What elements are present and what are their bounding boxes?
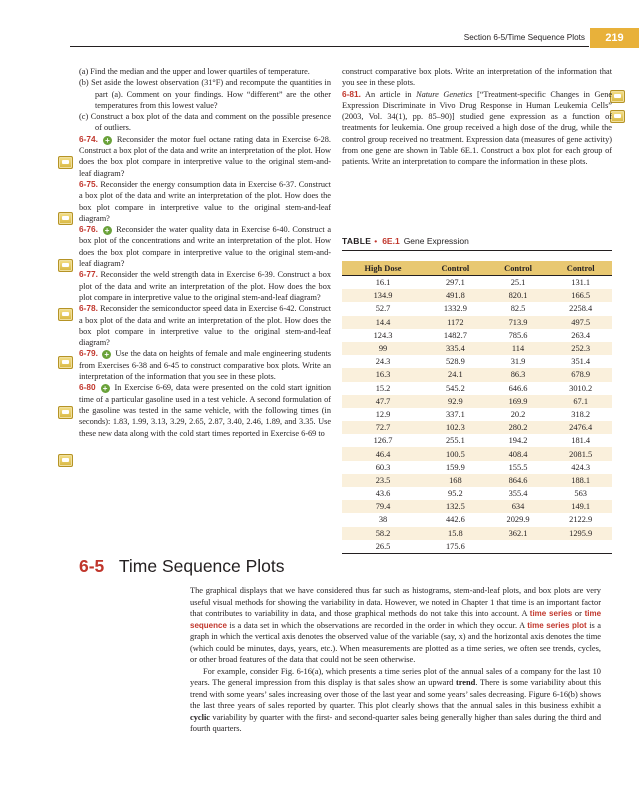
exercise-text: [“Treatment-specific Changes in Gene Expression Discriminate in Vivo Drug Response in Human Leukemia Cells” (2003, Vol. 34(1), pp. 85–90)] studied gene expression as a function of treatments for leukemia. One group received a high dose of the drug, while the control group received no treatment. Expression data (measures of gene activity) from one gene are shown in Table 6E.1. Construct a box plot for each group of patients. Write an interpretation to compare the information in these plots.	[342, 89, 613, 167]
gene-expression-table-block	[342, 233, 612, 554]
exercise-6-76	[79, 224, 331, 269]
table-cell: 132.5	[424, 500, 487, 513]
exercise-number: 6-74.	[79, 133, 98, 144]
text-run: or	[574, 609, 582, 618]
table-cell: 82.5	[510, 304, 526, 314]
exercise-6-77	[79, 269, 331, 303]
exercise-6-74	[79, 134, 331, 179]
table-cell: 16.1	[375, 278, 391, 288]
table-bottom-rule	[342, 553, 612, 554]
table-header-row	[342, 261, 612, 276]
table-cell: 646.6	[508, 383, 528, 393]
table-label: TABLE	[342, 236, 372, 246]
table-cell: 181.4	[571, 436, 591, 446]
exercise-text: Reconsider the energy consumption data in Exercise 6-37. Construct a box plot of the data and write an interpretation of the plot. How does the box plot compare in interpretive value to the original stem-and-leaf diagram?	[79, 179, 331, 223]
table-cell: 58.2	[342, 527, 424, 540]
table-cell: 424.3	[571, 462, 591, 472]
table-cell: 155.5	[508, 462, 528, 472]
table-cell: 252.3	[549, 342, 612, 355]
table-cell: 15.8	[424, 527, 487, 540]
table-cell: 46.4	[342, 447, 424, 460]
exercise-number: 6-75.	[79, 178, 98, 189]
caption-rule	[342, 250, 612, 251]
exercise-marker-icon	[58, 212, 73, 225]
table-cell: 318.2	[571, 409, 591, 419]
section-body	[190, 585, 601, 735]
exercise-part-c: (c) Construct a box plot of the data and comment on the possible presence of outliers.	[79, 112, 331, 133]
table-cell: 100.5	[424, 447, 487, 460]
table-cell: 38	[378, 515, 388, 525]
table-row	[342, 382, 612, 395]
exercise-number: 6-81.	[342, 88, 361, 99]
table-caption	[342, 233, 612, 249]
table-cell: 408.4	[487, 447, 550, 460]
table-cell: 79.4	[342, 500, 424, 513]
table-cell: 12.9	[375, 409, 391, 419]
exercise-part-a: (a) Find the median and the upper and lower quartiles of temperature.	[79, 67, 310, 76]
table-cell: 72.7	[342, 421, 424, 434]
table-row	[342, 434, 612, 447]
table-cell: 102.3	[424, 421, 487, 434]
table-row	[342, 500, 612, 513]
exercise-number: 6-77.	[79, 269, 98, 280]
exercise-6-78	[79, 303, 331, 348]
table-cell: 335.4	[424, 342, 487, 355]
exercise-number: 6-79.	[79, 348, 98, 359]
paragraph	[190, 666, 601, 735]
table-cell: 25.1	[510, 278, 526, 288]
table-cell: 355.4	[508, 489, 528, 499]
table-cell: 20.2	[510, 409, 526, 419]
table-row	[342, 487, 612, 500]
table-cell: 2476.4	[549, 421, 612, 434]
table-cell: 99	[342, 342, 424, 355]
table-cell: 168	[424, 474, 487, 487]
table-row	[342, 421, 612, 434]
table-cell: 337.1	[445, 409, 465, 419]
table-cell: 92.9	[424, 395, 487, 408]
exercise-6-79	[79, 348, 331, 382]
exercise-6-81	[342, 89, 612, 168]
left-column	[79, 66, 331, 439]
text-run: The graphical displays that we have considered thus far such as histograms, stem-and-leaf plots, and box plots are very useful visual methods for showing the variability in data. However, we noted in Chapter 1 that time is an important factor that contributes to variability in data, and those graphical methods do not take this into account. A	[190, 586, 601, 618]
table-row	[342, 342, 612, 355]
table-cell: 528.9	[445, 357, 465, 367]
exercise-text: Reconsider the motor fuel octane rating data in Exercise 6-28. Construct a box plot of the data and write an interpretation of the plot. How does the box plot compare in interpretive value to the original stem-and-leaf diagram?	[79, 134, 331, 178]
table-cell: 26.5	[375, 541, 391, 551]
exercise-text: In Exercise 6-69, data were presented on the cold start ignition time of a particular gasoline used in a test vehicle. A second formulation of the gasoline was tested in the same vehicle, with the following times (in seconds): 1.83, 1.99, 3.13, 3.29, 2.65, 2.87, 3.40, 2.46, 1.89, and 3.35. Use these new data along with the cold start times reported in Exercise 6-69 to	[79, 383, 332, 438]
exercise-text: Reconsider the weld strength data in Exercise 6-39. Construct a box plot of the data and write an interpretation of the plot. How does the box plot compare in interpretive value to the original stem-and-leaf diagram?	[79, 270, 331, 302]
table-cell: 16.3	[342, 368, 424, 381]
table-row	[342, 368, 612, 381]
table-cell: 159.9	[445, 462, 465, 472]
table-cell: 43.6	[375, 489, 391, 499]
table-cell: 2258.4	[569, 304, 593, 314]
table-cell: 23.5	[342, 474, 424, 487]
table-id: 6E.1	[382, 236, 400, 246]
exercise-marker-icon	[58, 406, 73, 419]
table-cell: 114	[487, 342, 550, 355]
table-cell: 194.2	[508, 436, 528, 446]
table-cell: 47.7	[342, 395, 424, 408]
table-cell: 1332.9	[443, 304, 467, 314]
table-cell: 126.7	[373, 436, 393, 446]
table-cell: 678.9	[549, 368, 612, 381]
table-cell: 169.9	[487, 395, 550, 408]
exercise-6-80-continued: construct comparative box plots. Write an interpretation of the information that you see in these plots.	[342, 67, 612, 88]
table-cell: 1172	[424, 316, 487, 329]
table-cell: 2029.9	[506, 515, 530, 525]
exercise-6-80	[79, 382, 331, 438]
table-row	[342, 408, 612, 421]
section-title: Time Sequence Plots	[118, 556, 285, 576]
table-cell: 15.2	[375, 383, 391, 393]
column-header: High Dose	[342, 261, 424, 276]
plus-circle-icon: +	[101, 384, 110, 393]
exercise-marker-icon	[58, 356, 73, 369]
table-cell: 263.4	[571, 330, 591, 340]
running-header: Section 6-5/Time Sequence Plots	[463, 33, 585, 42]
exercise-text: Reconsider the semiconductor speed data in Exercise 6-42. Construct a box plot of the data and write an interpretation of the plot. How does the box plot compare in interpretive value to the original stem-and-leaf diagram?	[79, 304, 331, 348]
table-cell: 1295.9	[549, 527, 612, 540]
exercise-6-75	[79, 179, 331, 224]
table-cell: 86.3	[487, 368, 550, 381]
plus-circle-icon: +	[102, 350, 111, 359]
section-heading	[79, 556, 599, 577]
text-run: variability by quarter with the first- and second-quarter sales being generally higher than sales during the third and fourth quarters.	[190, 712, 602, 733]
table-cell: 188.1	[549, 474, 612, 487]
table-cell: 24.1	[424, 368, 487, 381]
table-cell: 24.3	[375, 357, 391, 367]
table-title: Gene Expression	[403, 236, 469, 246]
term-trend: trend	[455, 678, 476, 687]
term-cyclic: cyclic	[190, 712, 210, 722]
table-cell: 362.1	[487, 527, 550, 540]
table-row	[342, 474, 612, 487]
table-cell: 442.6	[445, 515, 465, 525]
table-cell: 351.4	[571, 357, 591, 367]
table-cell: 60.3	[375, 462, 391, 472]
table-cell: 820.1	[487, 289, 550, 302]
table-row	[342, 316, 612, 329]
table-row	[342, 513, 612, 526]
table-cell: 280.2	[487, 421, 550, 434]
table-cell: 67.1	[549, 395, 612, 408]
gene-expression-table	[342, 261, 612, 553]
header-rule	[70, 46, 589, 47]
table-cell: 491.8	[424, 289, 487, 302]
right-column	[342, 66, 612, 168]
text-run: For example, consider Fig. 6-16(a), which presents a time series plot of the annual sales of a company for the last 10 years. The general impression from this display is that sales show an upward	[190, 666, 601, 687]
table-cell: 95.2	[448, 489, 463, 499]
plus-circle-icon: +	[103, 136, 112, 145]
table-cell: 14.4	[342, 316, 424, 329]
exercise-marker-icon	[610, 110, 625, 123]
table-cell: 131.1	[571, 278, 591, 288]
table-cell	[549, 540, 612, 553]
table-row	[342, 302, 612, 315]
text-run: is a graph in which the vertical axis denotes the observed value of the variable (say, x) and the horizontal axis denotes the time (which could be minutes, days, years, etc.). When measurements are plotted as a time series, we often see trends, cycles, or other broad features of the data that could not be seen otherwise.	[190, 620, 601, 664]
exercise-marker-icon	[58, 259, 73, 272]
table-row	[342, 276, 612, 290]
table-cell	[487, 540, 550, 553]
table-row	[342, 329, 612, 342]
table-cell: 563	[574, 489, 587, 499]
table-cell: 175.6	[445, 541, 465, 551]
paragraph	[190, 585, 601, 666]
journal-name: Nature Genetics	[416, 89, 473, 99]
column-header: Control	[424, 261, 487, 276]
table-row	[342, 289, 612, 302]
text-run: is a data set in which the observations are recorded in the order in which they occur. A	[229, 620, 525, 630]
table-cell: 2081.5	[549, 447, 612, 460]
table-cell: 713.9	[487, 316, 550, 329]
exercise-text: An article in	[365, 89, 412, 99]
table-cell: 297.1	[445, 278, 465, 288]
table-cell: 497.5	[549, 316, 612, 329]
table-row	[342, 540, 612, 553]
table-cell: 1482.7	[443, 330, 467, 340]
text-run: . There is some variability about this trend with some years’ sales increasing over those of the last year and some years’ sales decreasing. Figure 6-16(b) shows the last three years of sales reported by quarter. This plot clearly shows that the annual sales in this business exhibit a	[190, 678, 601, 710]
table-row	[342, 395, 612, 408]
table-row	[342, 527, 612, 540]
term-time-series-plot: time series plot	[527, 620, 587, 630]
table-cell: 166.5	[549, 289, 612, 302]
table-cell: 785.6	[508, 330, 528, 340]
exercise-marker-icon	[58, 454, 73, 467]
table-cell: 124.3	[373, 330, 393, 340]
table-cell: 545.2	[445, 383, 465, 393]
plus-circle-icon: +	[103, 226, 112, 235]
table-row	[342, 447, 612, 460]
column-header: Control	[549, 261, 612, 276]
table-cell: 634	[487, 500, 550, 513]
table-row	[342, 355, 612, 368]
exercise-marker-icon	[610, 90, 625, 103]
page-number: 219	[590, 28, 639, 48]
table-cell: 3010.2	[569, 383, 593, 393]
table-body	[342, 276, 612, 553]
table-cell: 31.9	[510, 357, 526, 367]
table-cell: 864.6	[487, 474, 550, 487]
bullet-icon: •	[374, 236, 378, 246]
exercise-text: Reconsider the water quality data in Exercise 6-40. Construct a box plot of the concentrations and write an interpretation of the plot. How does the box plot compare in interpretive value to the original stem-and-leaf diagram?	[79, 225, 332, 269]
column-header: Control	[487, 261, 550, 276]
table-cell: 134.9	[342, 289, 424, 302]
table-cell: 149.1	[549, 500, 612, 513]
table-cell: 255.1	[445, 436, 465, 446]
exercise-part-b: (b) Set aside the lowest observation (31°F) and recompute the quantities in part (a). Comment on your findings. How “different” are the other temperatures from this lowest value?	[79, 78, 331, 110]
table-row	[342, 461, 612, 474]
term-time-series: time series	[529, 609, 573, 618]
table-cell: 52.7	[375, 304, 391, 314]
exercise-number: 6-80	[79, 382, 96, 393]
exercise-number: 6-76.	[79, 224, 98, 235]
table-cell: 2122.9	[569, 515, 593, 525]
exercise-number: 6-78.	[79, 303, 98, 314]
section-number: 6-5	[79, 556, 105, 576]
exercise-text: Use the data on heights of female and male engineering students from Exercises 6-38 and 6-45 to construct comparative box plots. Write an interpretation of the information that you see in these plots.	[79, 349, 331, 382]
exercise-marker-icon	[58, 308, 73, 321]
exercise-marker-icon	[58, 156, 73, 169]
term-time-sequence: time sequence	[190, 609, 602, 630]
